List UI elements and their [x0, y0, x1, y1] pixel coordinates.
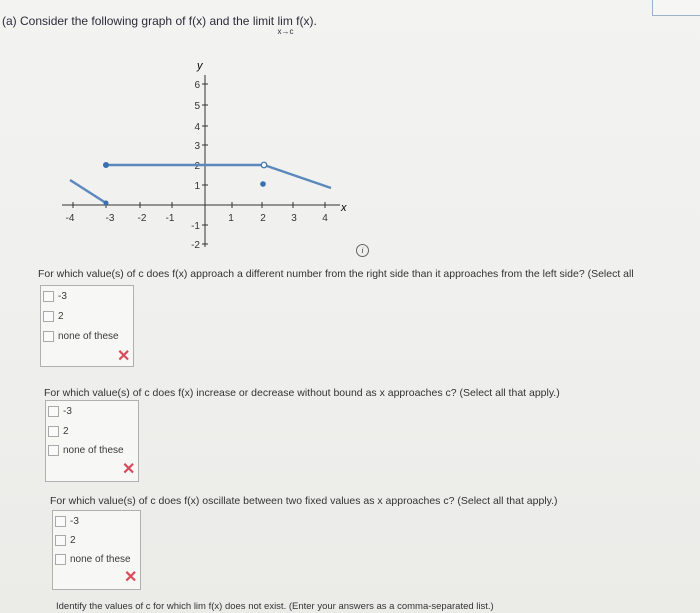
option-row[interactable] [43, 331, 119, 342]
limit-subscript: x→c [277, 27, 294, 36]
checkbox[interactable] [43, 291, 54, 302]
option-label: 2 [63, 426, 69, 437]
x-tick-label: 3 [291, 213, 297, 224]
checkbox[interactable] [48, 445, 59, 456]
footer-prompt: Identify the values of c for which lim f(x) does not exist. (Enter your answers as a comma-separated list.) [56, 601, 494, 612]
limit-expression [277, 14, 294, 36]
checkbox[interactable] [48, 406, 59, 417]
x-tick-label: 4 [322, 213, 328, 224]
option-row[interactable] [43, 291, 67, 302]
incorrect-icon: ✕ [117, 348, 131, 365]
info-icon[interactable]: i [356, 244, 369, 257]
function-graph [0, 55, 370, 255]
checkbox[interactable] [43, 331, 54, 342]
y-tick-label: 6 [194, 80, 200, 91]
option-label: 2 [70, 535, 76, 546]
question-prompt-3: For which value(s) of c does f(x) oscillate between two fixed values as x approaches c? (Select all that apply.) [50, 495, 558, 507]
option-label: -3 [63, 406, 72, 417]
option-label: 2 [58, 311, 64, 322]
checkbox[interactable] [48, 426, 59, 437]
y-axis-label: y [197, 60, 203, 72]
option-row[interactable] [48, 445, 124, 456]
x-tick-label: 1 [228, 213, 234, 224]
y-tick-label: -1 [191, 221, 200, 232]
filled-point [260, 181, 266, 187]
limit-function: f(x). [296, 14, 317, 28]
question-title [2, 14, 317, 36]
x-tick-label: 2 [260, 213, 266, 224]
question-prefix: (a) [2, 14, 17, 28]
graph-segment-right [267, 166, 331, 188]
option-label: -3 [58, 291, 67, 302]
checkbox[interactable] [55, 535, 66, 546]
option-label: none of these [63, 445, 124, 456]
option-label: none of these [58, 331, 119, 342]
graph-segment-left [70, 180, 106, 203]
option-row[interactable] [48, 426, 69, 437]
x-tick-label: -4 [65, 213, 75, 224]
incorrect-icon: ✕ [122, 461, 136, 478]
y-tick-label: -2 [191, 240, 200, 251]
x-tick-label: -1 [165, 213, 175, 224]
question-text: Consider the following graph of f(x) and the limit [20, 14, 275, 28]
option-row[interactable] [55, 516, 79, 527]
y-tick-label: 5 [194, 101, 200, 112]
option-row[interactable] [55, 554, 131, 565]
limit-word: lim [277, 14, 293, 28]
option-label: -3 [70, 516, 79, 527]
x-tick-label: -2 [137, 213, 147, 224]
checkbox[interactable] [43, 311, 54, 322]
y-tick-label: 1 [194, 181, 200, 192]
option-row[interactable] [43, 311, 64, 322]
incorrect-icon: ✕ [124, 569, 138, 586]
checkbox[interactable] [55, 554, 66, 565]
checkbox[interactable] [55, 516, 66, 527]
x-tick-label: -3 [105, 213, 115, 224]
answer-box-top-right[interactable] [652, 0, 700, 16]
question-prompt-1: For which value(s) of c does f(x) approach a different number from the right side than it approaches from the left side? (Select all [38, 268, 634, 280]
filled-point [104, 201, 109, 206]
y-tick-label: 2 [194, 161, 200, 172]
y-tick-label: 3 [194, 141, 200, 152]
option-row[interactable] [55, 535, 76, 546]
y-tick-label: 4 [194, 122, 200, 133]
question-prompt-2: For which value(s) of c does f(x) increase or decrease without bound as x approaches c? (Select all that apply.) [44, 387, 560, 399]
x-axis-label: x [341, 202, 347, 214]
option-label: none of these [70, 554, 131, 565]
option-row[interactable] [48, 406, 72, 417]
filled-point [103, 162, 109, 168]
open-point [261, 162, 267, 168]
